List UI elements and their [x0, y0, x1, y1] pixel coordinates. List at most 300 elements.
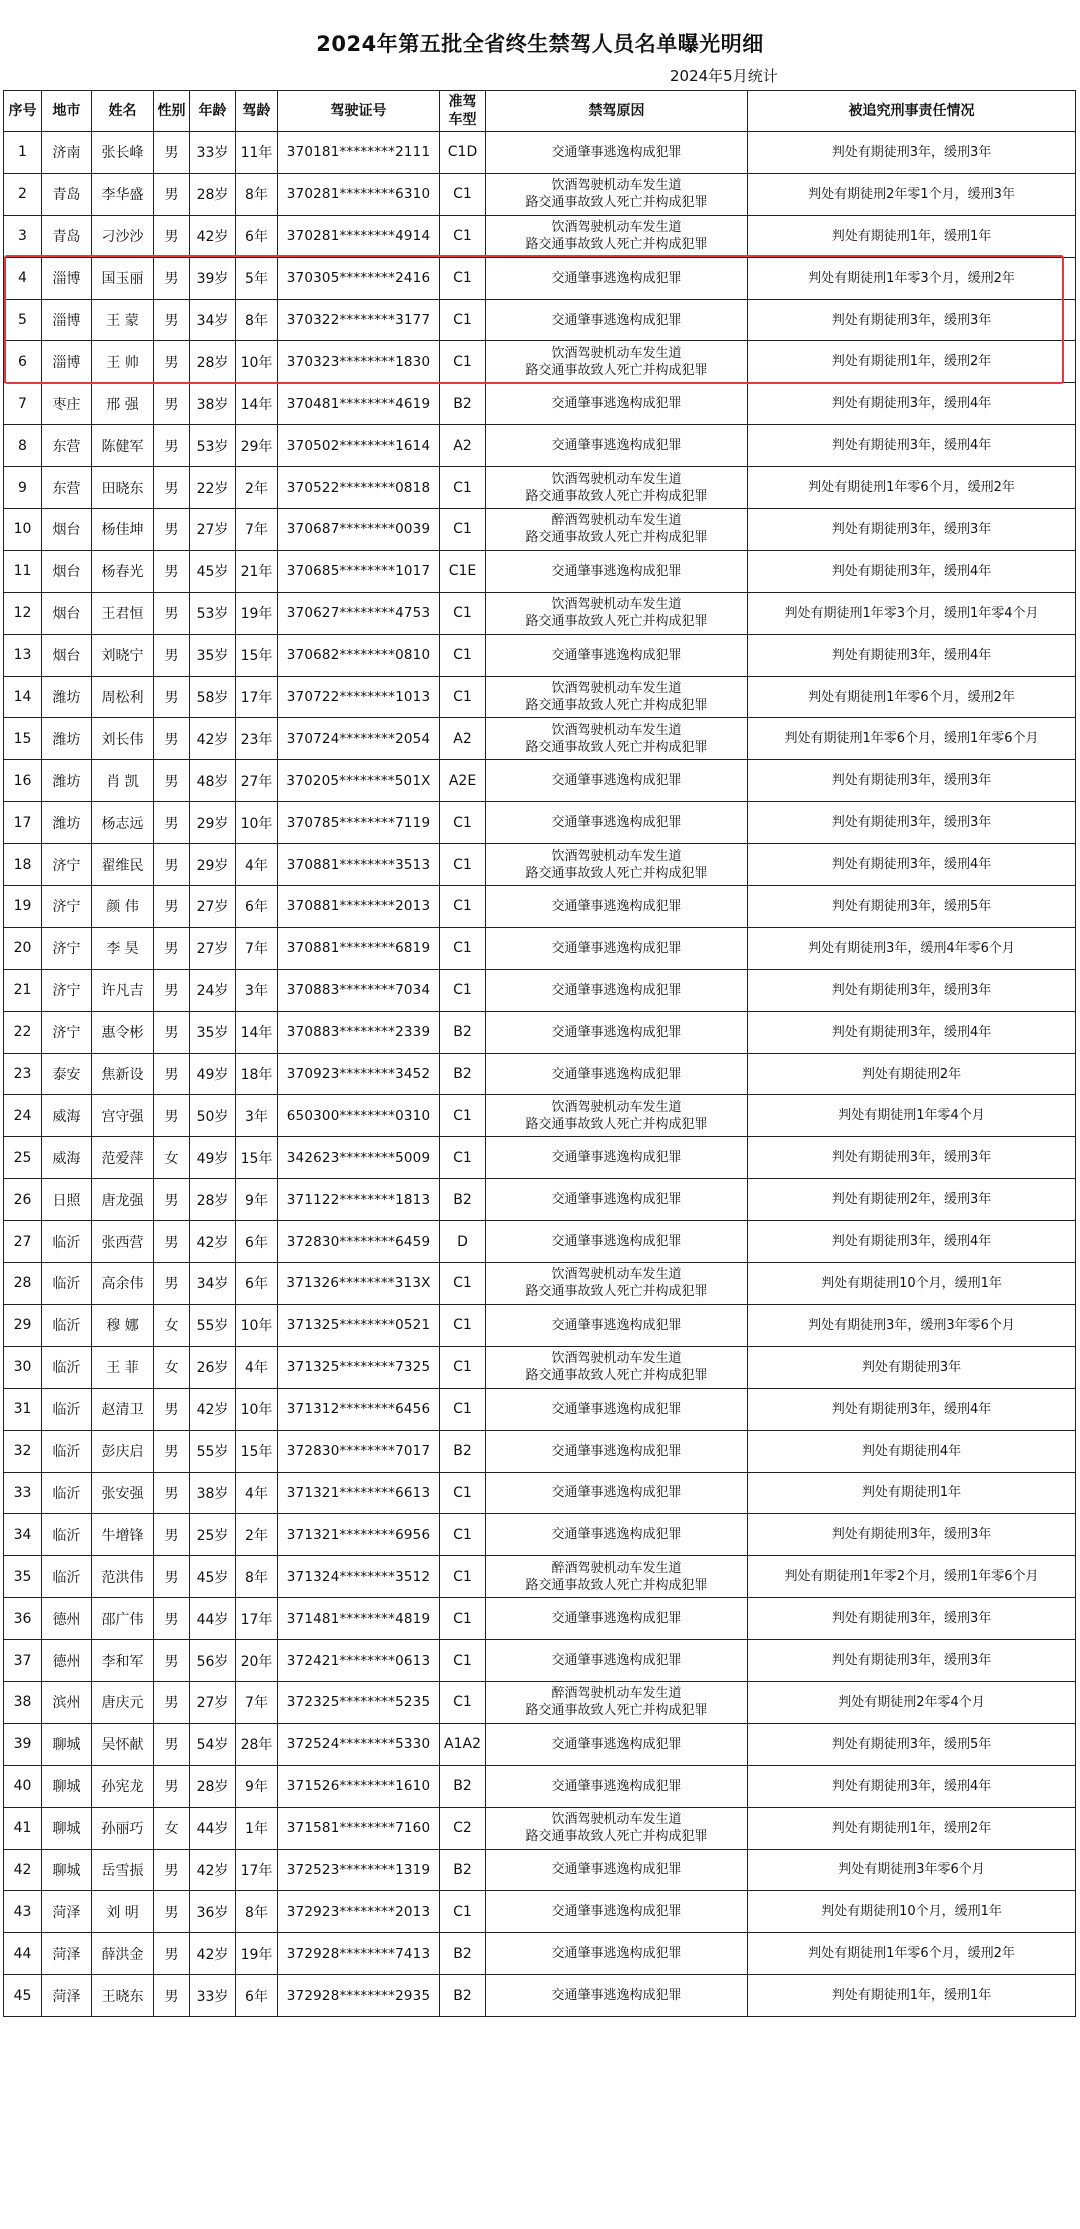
cell-license: 370785********7119: [278, 802, 440, 844]
cell-gender: 男: [154, 802, 190, 844]
cell-gender: 男: [154, 1095, 190, 1137]
cell-age: 28岁: [190, 173, 236, 215]
cell-penalty: 判处有期徒刑2年: [748, 1053, 1076, 1095]
cell-license: 370722********1013: [278, 676, 440, 718]
cell-driving-years: 6年: [236, 886, 278, 928]
table-row: [4, 550, 1076, 592]
banned-drivers-table: [3, 90, 1076, 2017]
cell-gender: 男: [154, 844, 190, 886]
cell-reason: [486, 1681, 748, 1723]
cell-vehicle-type: C1: [440, 802, 486, 844]
reason-line: 交通肇事逃逸构成犯罪: [551, 270, 682, 286]
reason-line: 饮酒驾驶机动车发生道: [551, 848, 682, 864]
cell-penalty: 判处有期徒刑2年，缓刑3年: [748, 1179, 1076, 1221]
cell-penalty: 判处有期徒刑3年零6个月: [748, 1849, 1076, 1891]
cell-driving-years: 10年: [236, 802, 278, 844]
cell-reason: [486, 1807, 748, 1849]
cell-gender: 男: [154, 1556, 190, 1598]
cell-penalty: 判处有期徒刑3年，缓刑3年: [748, 1640, 1076, 1682]
table-row: [4, 173, 1076, 215]
cell-city: 菏泽: [42, 1891, 92, 1933]
cell-license: 370883********7034: [278, 969, 440, 1011]
cell-license: 370724********2054: [278, 718, 440, 760]
cell-gender: 男: [154, 1263, 190, 1305]
cell-driving-years: 6年: [236, 1975, 278, 2017]
cell-reason: [486, 1472, 748, 1514]
cell-reason: [486, 425, 748, 467]
cell-city: 潍坊: [42, 760, 92, 802]
cell-driving-years: 10年: [236, 341, 278, 383]
cell-age: 53岁: [190, 425, 236, 467]
cell-penalty: 判处有期徒刑3年，缓刑4年: [748, 1388, 1076, 1430]
cell-age: 34岁: [190, 1263, 236, 1305]
cell-seq: 32: [4, 1430, 42, 1472]
cell-vehicle-type: C1: [440, 1891, 486, 1933]
cell-seq: 16: [4, 760, 42, 802]
document-subtitle: 2024年5月统计: [670, 67, 778, 85]
cell-driving-years: 3年: [236, 1095, 278, 1137]
cell-reason: [486, 1263, 748, 1305]
reason-line: 醉酒驾驶机动车发生道: [551, 1686, 682, 1702]
table-row: [4, 844, 1076, 886]
table-row: [4, 760, 1076, 802]
cell-gender: 男: [154, 1514, 190, 1556]
cell-gender: 男: [154, 425, 190, 467]
cell-city: 青岛: [42, 173, 92, 215]
cell-reason: [486, 1849, 748, 1891]
cell-penalty: 判处有期徒刑1年零6个月，缓刑2年: [748, 467, 1076, 509]
cell-driving-years: 9年: [236, 1765, 278, 1807]
cell-vehicle-type: C1: [440, 927, 486, 969]
cell-seq: 31: [4, 1388, 42, 1430]
cell-driving-years: 7年: [236, 509, 278, 551]
cell-penalty: 判处有期徒刑3年，缓刑4年: [748, 1011, 1076, 1053]
cell-penalty: 判处有期徒刑2年零4个月: [748, 1681, 1076, 1723]
cell-vehicle-type: C2: [440, 1807, 486, 1849]
cell-city: 泰安: [42, 1053, 92, 1095]
cell-driving-years: 1年: [236, 1807, 278, 1849]
cell-driving-years: 8年: [236, 299, 278, 341]
table-row: [4, 257, 1076, 299]
cell-seq: 21: [4, 969, 42, 1011]
cell-vehicle-type: A2E: [440, 760, 486, 802]
cell-age: 44岁: [190, 1807, 236, 1849]
cell-name: 吴怀献: [92, 1723, 154, 1765]
reason-line: 交通肇事逃逸构成犯罪: [551, 1988, 682, 2004]
cell-seq: 28: [4, 1263, 42, 1305]
cell-city: 临沂: [42, 1221, 92, 1263]
cell-age: 42岁: [190, 1849, 236, 1891]
cell-name: 周松利: [92, 676, 154, 718]
cell-reason: [486, 592, 748, 634]
cell-reason: [486, 467, 748, 509]
cell-license: 371122********1813: [278, 1179, 440, 1221]
cell-reason: [486, 844, 748, 886]
cell-vehicle-type: C1: [440, 215, 486, 257]
cell-reason: [486, 341, 748, 383]
cell-penalty: 判处有期徒刑3年，缓刑4年: [748, 1765, 1076, 1807]
cell-gender: 男: [154, 173, 190, 215]
cell-driving-years: 2年: [236, 467, 278, 509]
header-seq: 序号: [4, 91, 42, 132]
reason-line: 交通肇事逃逸构成犯罪: [551, 1485, 682, 1501]
cell-city: 德州: [42, 1640, 92, 1682]
cell-seq: 36: [4, 1598, 42, 1640]
table-row: [4, 425, 1076, 467]
cell-age: 49岁: [190, 1053, 236, 1095]
cell-driving-years: 8年: [236, 1556, 278, 1598]
cell-seq: 7: [4, 383, 42, 425]
table-row: [4, 1849, 1076, 1891]
cell-name: 刘晓宁: [92, 634, 154, 676]
cell-name: 肖 凯: [92, 760, 154, 802]
cell-vehicle-type: C1: [440, 634, 486, 676]
cell-gender: 男: [154, 1681, 190, 1723]
cell-vehicle-type: B2: [440, 1053, 486, 1095]
cell-gender: 男: [154, 718, 190, 760]
cell-name: 张长峰: [92, 132, 154, 174]
cell-vehicle-type: B2: [440, 1765, 486, 1807]
cell-age: 27岁: [190, 886, 236, 928]
cell-gender: 男: [154, 1975, 190, 2017]
cell-city: 临沂: [42, 1556, 92, 1598]
cell-name: 张安强: [92, 1472, 154, 1514]
cell-seq: 37: [4, 1640, 42, 1682]
cell-gender: 男: [154, 1849, 190, 1891]
cell-name: 翟维民: [92, 844, 154, 886]
reason-line: 交通肇事逃逸构成犯罪: [551, 1192, 682, 1208]
cell-license: 370522********0818: [278, 467, 440, 509]
reason-line: 交通肇事逃逸构成犯罪: [551, 1150, 682, 1166]
cell-age: 35岁: [190, 1011, 236, 1053]
cell-vehicle-type: C1: [440, 1346, 486, 1388]
cell-license: 372923********2013: [278, 1891, 440, 1933]
cell-city: 烟台: [42, 509, 92, 551]
cell-penalty: 判处有期徒刑1年，缓刑1年: [748, 1975, 1076, 2017]
cell-driving-years: 18年: [236, 1053, 278, 1095]
cell-vehicle-type: C1: [440, 676, 486, 718]
cell-gender: 女: [154, 1304, 190, 1346]
reason-line: 饮酒驾驶机动车发生道: [551, 1351, 682, 1367]
cell-license: 370883********2339: [278, 1011, 440, 1053]
cell-license: 370685********1017: [278, 550, 440, 592]
reason-line: 路交通事故致人死亡并构成犯罪: [525, 488, 708, 504]
reason-line: 饮酒驾驶机动车发生道: [551, 178, 682, 194]
cell-seq: 43: [4, 1891, 42, 1933]
cell-name: 惠令彬: [92, 1011, 154, 1053]
cell-name: 宫守强: [92, 1095, 154, 1137]
header-gender: 性别: [154, 91, 190, 132]
cell-city: 济宁: [42, 927, 92, 969]
cell-license: 372928********7413: [278, 1933, 440, 1975]
cell-vehicle-type: B2: [440, 1849, 486, 1891]
cell-city: 临沂: [42, 1472, 92, 1514]
cell-seq: 3: [4, 215, 42, 257]
cell-gender: 男: [154, 1765, 190, 1807]
cell-penalty: 判处有期徒刑1年，缓刑1年: [748, 215, 1076, 257]
cell-seq: 38: [4, 1681, 42, 1723]
cell-city: 聊城: [42, 1723, 92, 1765]
cell-seq: 17: [4, 802, 42, 844]
cell-penalty: 判处有期徒刑3年，缓刑4年: [748, 634, 1076, 676]
cell-name: 范爱萍: [92, 1137, 154, 1179]
cell-license: 370205********501X: [278, 760, 440, 802]
cell-gender: 男: [154, 550, 190, 592]
cell-reason: [486, 1640, 748, 1682]
cell-driving-years: 5年: [236, 257, 278, 299]
cell-vehicle-type: C1: [440, 1263, 486, 1305]
cell-vehicle-type: A1A2: [440, 1723, 486, 1765]
cell-license: 371581********7160: [278, 1807, 440, 1849]
cell-gender: 男: [154, 1011, 190, 1053]
cell-license: 370881********6819: [278, 927, 440, 969]
reason-line: 饮酒驾驶机动车发生道: [551, 597, 682, 613]
cell-reason: [486, 760, 748, 802]
cell-city: 济宁: [42, 969, 92, 1011]
cell-license: 370682********0810: [278, 634, 440, 676]
cell-license: 370687********0039: [278, 509, 440, 551]
cell-age: 27岁: [190, 1681, 236, 1723]
cell-reason: [486, 1556, 748, 1598]
cell-driving-years: 17年: [236, 1849, 278, 1891]
cell-city: 东营: [42, 425, 92, 467]
cell-name: 杨佳坤: [92, 509, 154, 551]
cell-name: 杨志远: [92, 802, 154, 844]
reason-line: 路交通事故致人死亡并构成犯罪: [525, 1577, 708, 1593]
cell-driving-years: 10年: [236, 1388, 278, 1430]
cell-vehicle-type: B2: [440, 1933, 486, 1975]
table-row: [4, 718, 1076, 760]
cell-license: 372524********5330: [278, 1723, 440, 1765]
cell-city: 临沂: [42, 1388, 92, 1430]
cell-vehicle-type: C1: [440, 1681, 486, 1723]
cell-reason: [486, 886, 748, 928]
cell-seq: 23: [4, 1053, 42, 1095]
cell-city: 临沂: [42, 1304, 92, 1346]
cell-license: 370881********3513: [278, 844, 440, 886]
cell-driving-years: 4年: [236, 1472, 278, 1514]
cell-reason: [486, 676, 748, 718]
cell-gender: 男: [154, 215, 190, 257]
table-row: [4, 886, 1076, 928]
cell-seq: 6: [4, 341, 42, 383]
table-row: [4, 1765, 1076, 1807]
cell-license: 371325********7325: [278, 1346, 440, 1388]
table-row: [4, 1137, 1076, 1179]
table-row: [4, 1011, 1076, 1053]
table-row: [4, 1346, 1076, 1388]
cell-penalty: 判处有期徒刑3年，缓刑3年: [748, 969, 1076, 1011]
cell-penalty: 判处有期徒刑1年零3个月，缓刑2年: [748, 257, 1076, 299]
cell-name: 王 蒙: [92, 299, 154, 341]
cell-license: 370281********4914: [278, 215, 440, 257]
cell-name: 邵广伟: [92, 1598, 154, 1640]
reason-line: 交通肇事逃逸构成犯罪: [551, 1611, 682, 1627]
header-reason: 禁驾原因: [486, 91, 748, 132]
cell-seq: 24: [4, 1095, 42, 1137]
cell-gender: 男: [154, 467, 190, 509]
cell-age: 22岁: [190, 467, 236, 509]
cell-reason: [486, 1346, 748, 1388]
cell-reason: [486, 1179, 748, 1221]
cell-reason: [486, 173, 748, 215]
table-row: [4, 1723, 1076, 1765]
reason-line: 交通肇事逃逸构成犯罪: [551, 1778, 682, 1794]
cell-age: 33岁: [190, 132, 236, 174]
cell-seq: 11: [4, 550, 42, 592]
cell-age: 54岁: [190, 1723, 236, 1765]
table-row: [4, 1095, 1076, 1137]
cell-city: 潍坊: [42, 802, 92, 844]
header-vehicle-type-line1: 准驾: [448, 94, 477, 110]
cell-gender: 男: [154, 1598, 190, 1640]
cell-age: 25岁: [190, 1514, 236, 1556]
table-row: [4, 802, 1076, 844]
table-row: [4, 1975, 1076, 2017]
cell-penalty: 判处有期徒刑1年: [748, 1472, 1076, 1514]
cell-age: 42岁: [190, 1933, 236, 1975]
cell-city: 潍坊: [42, 718, 92, 760]
header-driving-years: 驾龄: [236, 91, 278, 132]
table-row: [4, 1053, 1076, 1095]
cell-city: 烟台: [42, 592, 92, 634]
cell-name: 王 菲: [92, 1346, 154, 1388]
cell-age: 33岁: [190, 1975, 236, 2017]
cell-age: 28岁: [190, 341, 236, 383]
cell-city: 济南: [42, 132, 92, 174]
cell-age: 53岁: [190, 592, 236, 634]
cell-gender: 女: [154, 1346, 190, 1388]
table-row: [4, 467, 1076, 509]
cell-name: 李和军: [92, 1640, 154, 1682]
cell-gender: 男: [154, 1179, 190, 1221]
cell-penalty: 判处有期徒刑3年，缓刑4年零6个月: [748, 927, 1076, 969]
cell-seq: 35: [4, 1556, 42, 1598]
cell-penalty: 判处有期徒刑3年，缓刑3年: [748, 1137, 1076, 1179]
reason-line: 路交通事故致人死亡并构成犯罪: [525, 698, 708, 714]
cell-seq: 22: [4, 1011, 42, 1053]
cell-vehicle-type: C1: [440, 1514, 486, 1556]
cell-city: 烟台: [42, 634, 92, 676]
table-row: [4, 341, 1076, 383]
cell-driving-years: 17年: [236, 676, 278, 718]
cell-penalty: 判处有期徒刑3年，缓刑3年: [748, 509, 1076, 551]
cell-gender: 男: [154, 341, 190, 383]
cell-seq: 25: [4, 1137, 42, 1179]
cell-age: 45岁: [190, 1556, 236, 1598]
cell-driving-years: 14年: [236, 383, 278, 425]
cell-vehicle-type: C1: [440, 257, 486, 299]
cell-seq: 2: [4, 173, 42, 215]
cell-vehicle-type: C1: [440, 509, 486, 551]
cell-city: 枣庄: [42, 383, 92, 425]
cell-license: 370481********4619: [278, 383, 440, 425]
reason-line: 路交通事故致人死亡并构成犯罪: [525, 865, 708, 881]
cell-gender: 男: [154, 760, 190, 802]
cell-age: 39岁: [190, 257, 236, 299]
cell-driving-years: 21年: [236, 550, 278, 592]
cell-name: 高余伟: [92, 1263, 154, 1305]
cell-license: 371526********1610: [278, 1765, 440, 1807]
cell-city: 烟台: [42, 550, 92, 592]
cell-age: 42岁: [190, 1221, 236, 1263]
reason-line: 交通肇事逃逸构成犯罪: [551, 1401, 682, 1417]
cell-license: 371321********6956: [278, 1514, 440, 1556]
cell-license: 370322********3177: [278, 299, 440, 341]
cell-reason: [486, 1723, 748, 1765]
cell-reason: [486, 1221, 748, 1263]
cell-reason: [486, 969, 748, 1011]
table-row: [4, 1263, 1076, 1305]
cell-age: 28岁: [190, 1179, 236, 1221]
cell-vehicle-type: C1: [440, 969, 486, 1011]
reason-line: 路交通事故致人死亡并构成犯罪: [525, 1284, 708, 1300]
header-name: 姓名: [92, 91, 154, 132]
cell-name: 刘 明: [92, 1891, 154, 1933]
cell-age: 27岁: [190, 927, 236, 969]
reason-line: 交通肇事逃逸构成犯罪: [551, 1527, 682, 1543]
reason-line: 交通肇事逃逸构成犯罪: [551, 144, 682, 160]
cell-reason: [486, 383, 748, 425]
cell-reason: [486, 1095, 748, 1137]
cell-name: 国玉丽: [92, 257, 154, 299]
cell-reason: [486, 1011, 748, 1053]
table-row: [4, 1598, 1076, 1640]
cell-reason: [486, 1388, 748, 1430]
cell-penalty: 判处有期徒刑1年，缓刑2年: [748, 341, 1076, 383]
header-vehicle-type-line2: 车型: [448, 112, 477, 128]
cell-vehicle-type: C1: [440, 1388, 486, 1430]
cell-reason: [486, 1765, 748, 1807]
cell-age: 58岁: [190, 676, 236, 718]
cell-city: 淄博: [42, 299, 92, 341]
cell-age: 24岁: [190, 969, 236, 1011]
table-row: [4, 1933, 1076, 1975]
cell-seq: 39: [4, 1723, 42, 1765]
cell-city: 淄博: [42, 257, 92, 299]
cell-age: 45岁: [190, 550, 236, 592]
cell-penalty: 判处有期徒刑1年零2个月，缓刑1年零6个月: [748, 1556, 1076, 1598]
cell-license: 370923********3452: [278, 1053, 440, 1095]
cell-penalty: 判处有期徒刑3年，缓刑3年: [748, 132, 1076, 174]
cell-vehicle-type: C1: [440, 299, 486, 341]
reason-line: 路交通事故致人死亡并构成犯罪: [525, 1116, 708, 1132]
cell-license: 371321********6613: [278, 1472, 440, 1514]
header-age: 年龄: [190, 91, 236, 132]
cell-gender: 女: [154, 1807, 190, 1849]
cell-driving-years: 15年: [236, 1137, 278, 1179]
cell-vehicle-type: B2: [440, 1430, 486, 1472]
cell-license: 370305********2416: [278, 257, 440, 299]
cell-gender: 男: [154, 1221, 190, 1263]
cell-name: 刘长伟: [92, 718, 154, 760]
cell-name: 王晓东: [92, 1975, 154, 2017]
cell-penalty: 判处有期徒刑3年，缓刑3年: [748, 1598, 1076, 1640]
cell-seq: 29: [4, 1304, 42, 1346]
cell-seq: 40: [4, 1765, 42, 1807]
reason-line: 饮酒驾驶机动车发生道: [551, 345, 682, 361]
cell-driving-years: 19年: [236, 1933, 278, 1975]
cell-age: 50岁: [190, 1095, 236, 1137]
cell-name: 孙丽巧: [92, 1807, 154, 1849]
cell-age: 48岁: [190, 760, 236, 802]
reason-line: 路交通事故致人死亡并构成犯罪: [525, 1368, 708, 1384]
cell-age: 38岁: [190, 383, 236, 425]
cell-age: 29岁: [190, 802, 236, 844]
cell-seq: 8: [4, 425, 42, 467]
reason-line: 饮酒驾驶机动车发生道: [551, 681, 682, 697]
cell-penalty: 判处有期徒刑2年零1个月，缓刑3年: [748, 173, 1076, 215]
